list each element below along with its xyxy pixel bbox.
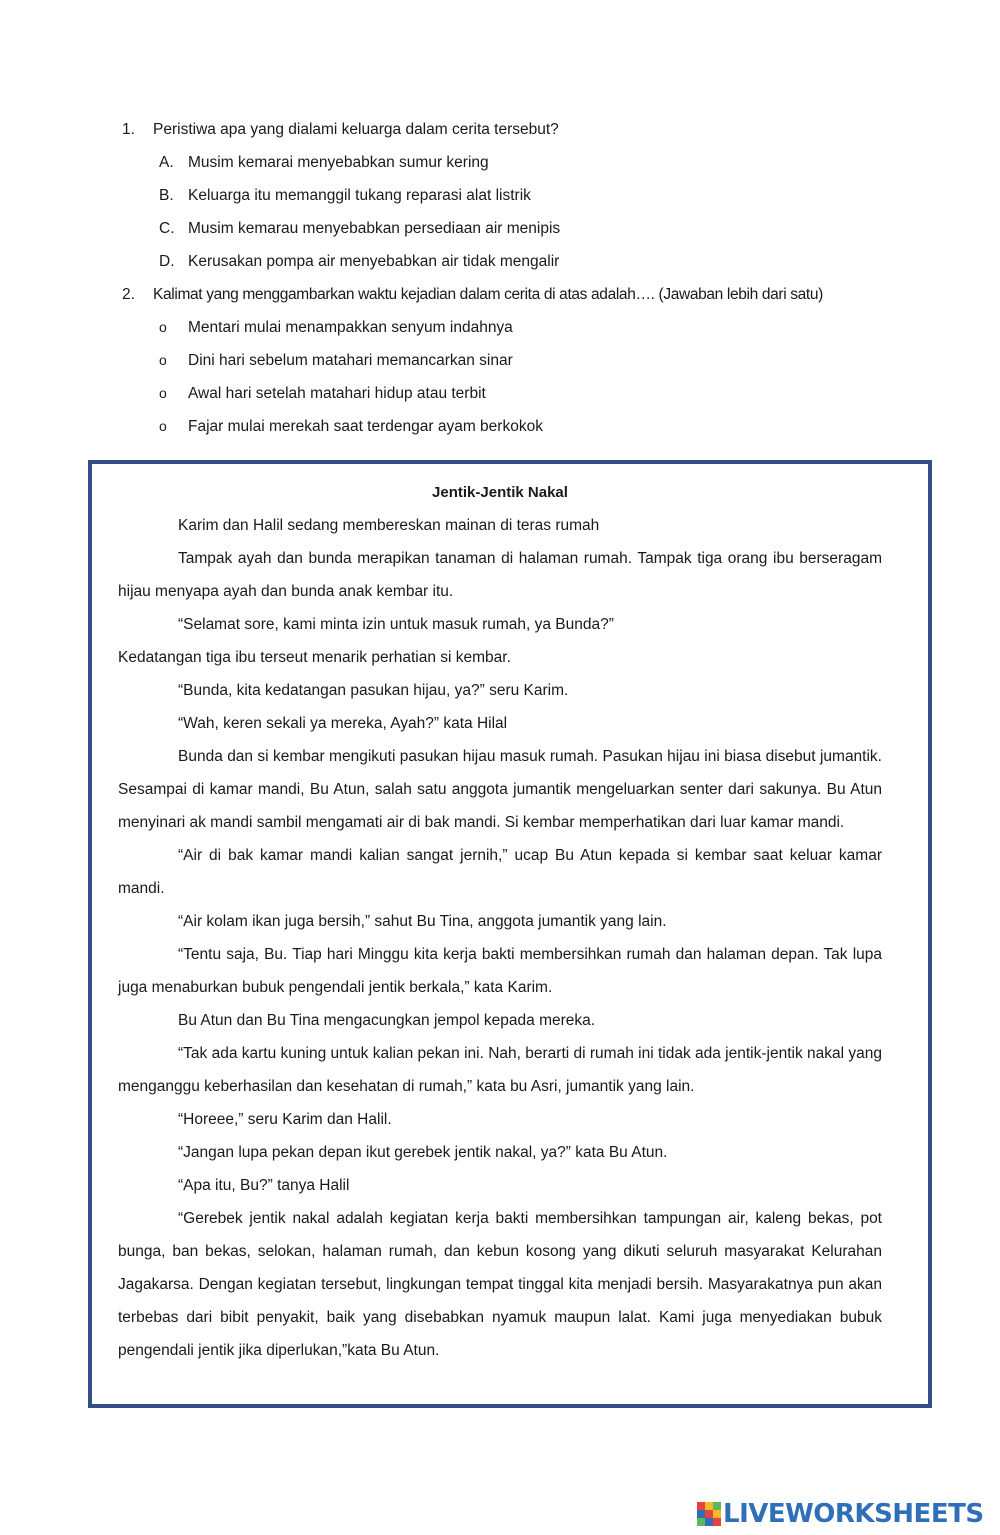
option-text: Awal hari setelah matahari hidup atau terbit	[188, 385, 486, 402]
option-marker: C.	[159, 220, 175, 237]
option-text: Fajar mulai merekah saat terdengar ayam berkokok	[188, 418, 543, 435]
option-1a[interactable]	[0, 146, 1000, 179]
question-number: 2.	[122, 286, 135, 303]
story-paragraph: “Gerebek jentik nakal adalah kegiatan kerja bakti membersihkan tampungan air, kaleng bekas, pot bunga, ban bekas, selokan, halaman rumah, dan kebun kosong yang dikuti seluruh masyarakat Kelurahan Jagakarsa. Dengan kegiatan tersebut, lingkungan tempat tinggal kita menjadi bersih. Masyarakatnya pun akan terbebas dari bibit penyakit, baik yang disebabkan nyamuk maupun lalat. Kami juga menyediakan bubuk pengendali jentik jika diperlukan,”kata Bu Atun.	[118, 1210, 882, 1359]
option-text: Mentari mulai menampakkan senyum indahnya	[188, 319, 513, 336]
story-paragraph: Bunda dan si kembar mengikuti pasukan hijau masuk rumah. Pasukan hijau ini biasa disebut jumantik. Sesampai di kamar mandi, Bu Atun, salah satu anggota jumantik mengeluarkan senter dari sakunya. Bu Atun menyinari ak mandi sambil mengamati air di bak mandi. Si kembar memperhatikan dari luar kamar mandi.	[118, 748, 882, 831]
option-2c[interactable]	[0, 377, 1000, 410]
story-paragraph: Kedatangan tiga ibu terseut menarik perhatian si kembar.	[118, 649, 511, 666]
option-1c[interactable]	[0, 212, 1000, 245]
option-marker: B.	[159, 187, 174, 204]
question-text: Kalimat yang menggambarkan waktu kejadian dalam cerita di atas adalah…. (Jawaban lebih dari satu)	[153, 286, 823, 303]
checkbox-bullet-icon[interactable]: o	[159, 385, 167, 401]
story-paragraph: “Tak ada kartu kuning untuk kalian pekan ini. Nah, berarti di rumah ini tidak ada jentik-jentik nakal yang menganggu keberhasilan dan kesehatan di rumah,” kata bu Asri, jumantik yang lain.	[118, 1045, 882, 1095]
option-marker: D.	[159, 253, 175, 270]
option-2d[interactable]	[0, 410, 1000, 443]
story-title: Jentik-Jentik Nakal	[432, 484, 568, 501]
option-1d[interactable]	[0, 245, 1000, 278]
story-paragraph: “Horeee,” seru Karim dan Halil.	[178, 1111, 392, 1128]
story-paragraph: “Bunda, kita kedatangan pasukan hijau, ya?” seru Karim.	[178, 682, 569, 699]
question-number: 1.	[122, 121, 135, 138]
option-1b[interactable]	[0, 179, 1000, 212]
liveworksheets-wordmark: LIVEWORKSHEETS	[723, 1499, 984, 1529]
story-paragraph: “Wah, keren sekali ya mereka, Ayah?” kata Hilal	[178, 715, 508, 732]
option-text: Musim kemarau menyebabkan persediaan air menipis	[188, 220, 561, 237]
question-1	[0, 113, 1000, 146]
option-text: Keluarga itu memanggil tukang reparasi alat listrik	[188, 187, 531, 204]
story-paragraph: “Air kolam ikan juga bersih,” sahut Bu Tina, anggota jumantik yang lain.	[178, 913, 667, 930]
story-text	[118, 476, 882, 1367]
story-paragraph: Karim dan Halil sedang membereskan mainan di teras rumah	[178, 517, 600, 534]
liveworksheets-logo-icon	[697, 1502, 721, 1526]
story-paragraph: “Tentu saja, Bu. Tiap hari Minggu kita kerja bakti membersihkan rumah dan halaman depan. Tak lupa juga menaburkan bubuk pengendali jentik berkala,” kata Karim.	[118, 946, 882, 996]
story-paragraph: “Jangan lupa pekan depan ikut gerebek jentik nakal, ya?” kata Bu Atun.	[178, 1144, 668, 1161]
story-paragraph: Tampak ayah dan bunda merapikan tanaman di halaman rumah. Tampak tiga orang ibu berseragam hijau menyapa ayah dan bunda anak kembar itu.	[118, 550, 882, 600]
checkbox-bullet-icon[interactable]: o	[159, 418, 167, 434]
checkbox-bullet-icon[interactable]: o	[159, 352, 167, 368]
option-text: Kerusakan pompa air menyebabkan air tidak mengalir	[188, 253, 560, 270]
option-2a[interactable]	[0, 311, 1000, 344]
story-paragraph: Bu Atun dan Bu Tina mengacungkan jempol kepada mereka.	[178, 1012, 596, 1029]
questions-section	[0, 113, 1000, 443]
liveworksheets-logo	[697, 1497, 984, 1531]
option-marker: A.	[159, 154, 174, 171]
story-paragraph: “Air di bak kamar mandi kalian sangat jernih,” ucap Bu Atun kepada si kembar saat keluar kamar mandi.	[118, 847, 882, 897]
story-paragraph: “Selamat sore, kami minta izin untuk masuk rumah, ya Bunda?”	[178, 616, 614, 633]
option-text: Dini hari sebelum matahari memancarkan sinar	[188, 352, 513, 369]
question-2	[0, 278, 1000, 311]
option-text: Musim kemarai menyebabkan sumur kering	[188, 154, 489, 171]
story-paragraph: “Apa itu, Bu?” tanya Halil	[178, 1177, 350, 1194]
question-text: Peristiwa apa yang dialami keluarga dalam cerita tersebut?	[153, 121, 559, 138]
option-2b[interactable]	[0, 344, 1000, 377]
checkbox-bullet-icon[interactable]: o	[159, 319, 167, 335]
